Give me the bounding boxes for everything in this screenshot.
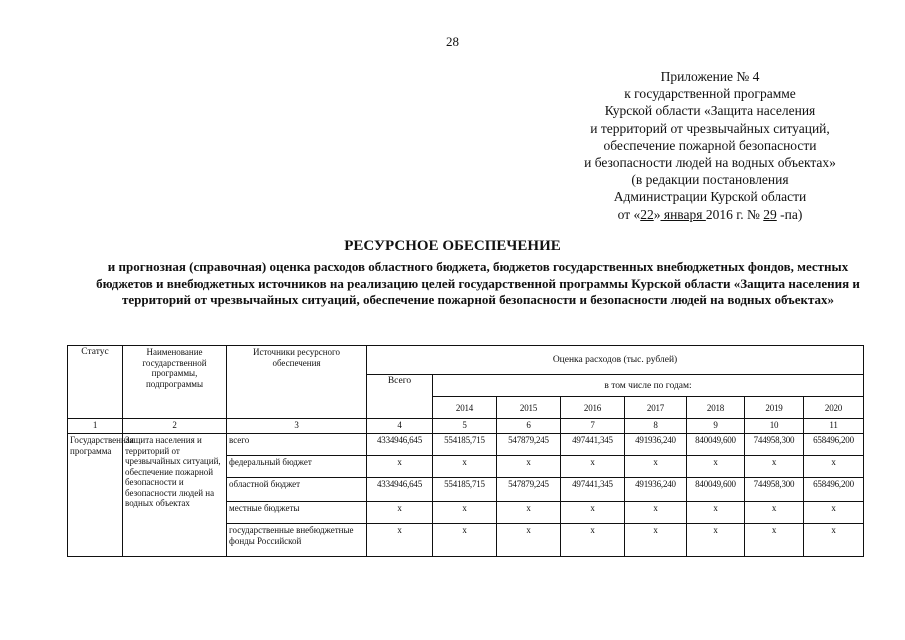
value-cell: 4334946,645 (367, 478, 433, 502)
appendix-line: и безопасности людей на водных объектах» (584, 155, 836, 171)
appendix-line: Администрации Курской области (613, 189, 807, 205)
appendix-line: и территорий от чрезвычайных ситуаций, (590, 120, 830, 136)
column-number: 3 (227, 419, 367, 434)
header-year: 2014 (433, 397, 497, 419)
appendix-line: обеспечение пожарной безопасности (603, 137, 817, 153)
value-cell: 4334946,645 (367, 434, 433, 456)
value-cell: x (625, 456, 687, 478)
value-cell: x (745, 456, 804, 478)
appendix-line: (в редакции постановления (631, 172, 789, 188)
column-number: 2 (123, 419, 227, 434)
column-number: 6 (497, 419, 561, 434)
column-number: 11 (804, 419, 864, 434)
appendix-line: к государственной программе (624, 86, 796, 102)
value-cell: x (804, 524, 864, 557)
value-cell: x (625, 524, 687, 557)
header-year: 2020 (804, 397, 864, 419)
date-day: 22 (640, 206, 654, 222)
date-prefix: от « (617, 206, 641, 222)
value-cell: x (687, 524, 745, 557)
value-cell: x (367, 456, 433, 478)
value-cell: x (804, 456, 864, 478)
value-cell: x (625, 502, 687, 524)
value-cell: x (433, 456, 497, 478)
source-label: федеральный бюджет (227, 456, 367, 478)
header-year: 2017 (625, 397, 687, 419)
value-cell: x (687, 456, 745, 478)
value-cell: 744958,300 (745, 434, 804, 456)
value-cell: 554185,715 (433, 434, 497, 456)
value-cell: x (497, 524, 561, 557)
value-cell: 547879,245 (497, 434, 561, 456)
value-cell: 744958,300 (745, 478, 804, 502)
row-program-name: Защита населения и территорий от чрезвычайных ситуаций, обеспечение пожарной безопасности и безопасности людей на водных объектах (123, 434, 227, 557)
column-number: 7 (561, 419, 625, 434)
value-cell: x (561, 524, 625, 557)
value-cell: x (497, 456, 561, 478)
value-cell: 491936,240 (625, 478, 687, 502)
value-cell: x (561, 502, 625, 524)
value-cell: 554185,715 (433, 478, 497, 502)
value-cell: x (687, 502, 745, 524)
document-subtitle: и прогнозная (справочная) оценка расходов областного бюджета, бюджетов государственных внебюджетных фондов, местных бюджетов и внебюджетных источников на реализацию целей государственной программы Курской области «Защита населения и территорий от чрезвычайных ситуаций, обеспечение пожарной безопасности и безопасности людей на водных объектах» (96, 259, 860, 307)
source-label: местные бюджеты (227, 502, 367, 524)
header-status: Статус (68, 346, 123, 419)
column-number: 10 (745, 419, 804, 434)
value-cell: x (804, 502, 864, 524)
resolution-date-line (540, 206, 880, 223)
column-number: 5 (433, 419, 497, 434)
value-cell: x (433, 524, 497, 557)
value-cell: x (745, 524, 804, 557)
value-cell: x (561, 456, 625, 478)
column-number: 4 (367, 419, 433, 434)
value-cell: x (497, 502, 561, 524)
date-month: января (660, 206, 706, 222)
document-title: РЕСУРСНОЕ ОБЕСПЕЧЕНИЕ (344, 238, 561, 254)
header-estimate: Оценка расходов (тыс. рублей) (367, 346, 864, 375)
appendix-line: Курской области «Защита населения (604, 103, 816, 119)
column-number: 1 (68, 419, 123, 434)
value-cell: 658496,200 (804, 434, 864, 456)
value-cell: 497441,345 (561, 434, 625, 456)
resolution-number: 29 (763, 206, 777, 222)
date-mid: » (653, 206, 661, 222)
value-cell: x (745, 502, 804, 524)
value-cell: x (433, 502, 497, 524)
source-label: государственные внебюджетные фонды Российской (227, 524, 367, 557)
column-number: 8 (625, 419, 687, 434)
value-cell: x (367, 524, 433, 557)
header-total: Всего (367, 375, 433, 419)
value-cell: 497441,345 (561, 478, 625, 502)
source-label: всего (227, 434, 367, 456)
resource-table (67, 345, 864, 557)
row-status: Государственная программа (68, 434, 123, 557)
value-cell: 840049,600 (687, 478, 745, 502)
date-year: 2016 г. № (705, 206, 764, 222)
source-label: областной бюджет (227, 478, 367, 502)
value-cell: 547879,245 (497, 478, 561, 502)
header-sources: Источники ресурсного обеспечения (227, 346, 367, 419)
header-by-years: в том числе по годам: (433, 375, 864, 397)
page-number: 28 (446, 34, 459, 49)
value-cell: x (367, 502, 433, 524)
column-number: 9 (687, 419, 745, 434)
header-program-name: Наименование государственной программы, подпрограммы (123, 346, 227, 419)
date-suffix: -па) (776, 206, 803, 222)
header-year: 2015 (497, 397, 561, 419)
appendix-header (540, 68, 880, 223)
value-cell: 658496,200 (804, 478, 864, 502)
header-year: 2019 (745, 397, 804, 419)
appendix-line: Приложение № 4 (660, 69, 760, 84)
header-year: 2018 (687, 397, 745, 419)
value-cell: 840049,600 (687, 434, 745, 456)
value-cell: 491936,240 (625, 434, 687, 456)
header-year: 2016 (561, 397, 625, 419)
